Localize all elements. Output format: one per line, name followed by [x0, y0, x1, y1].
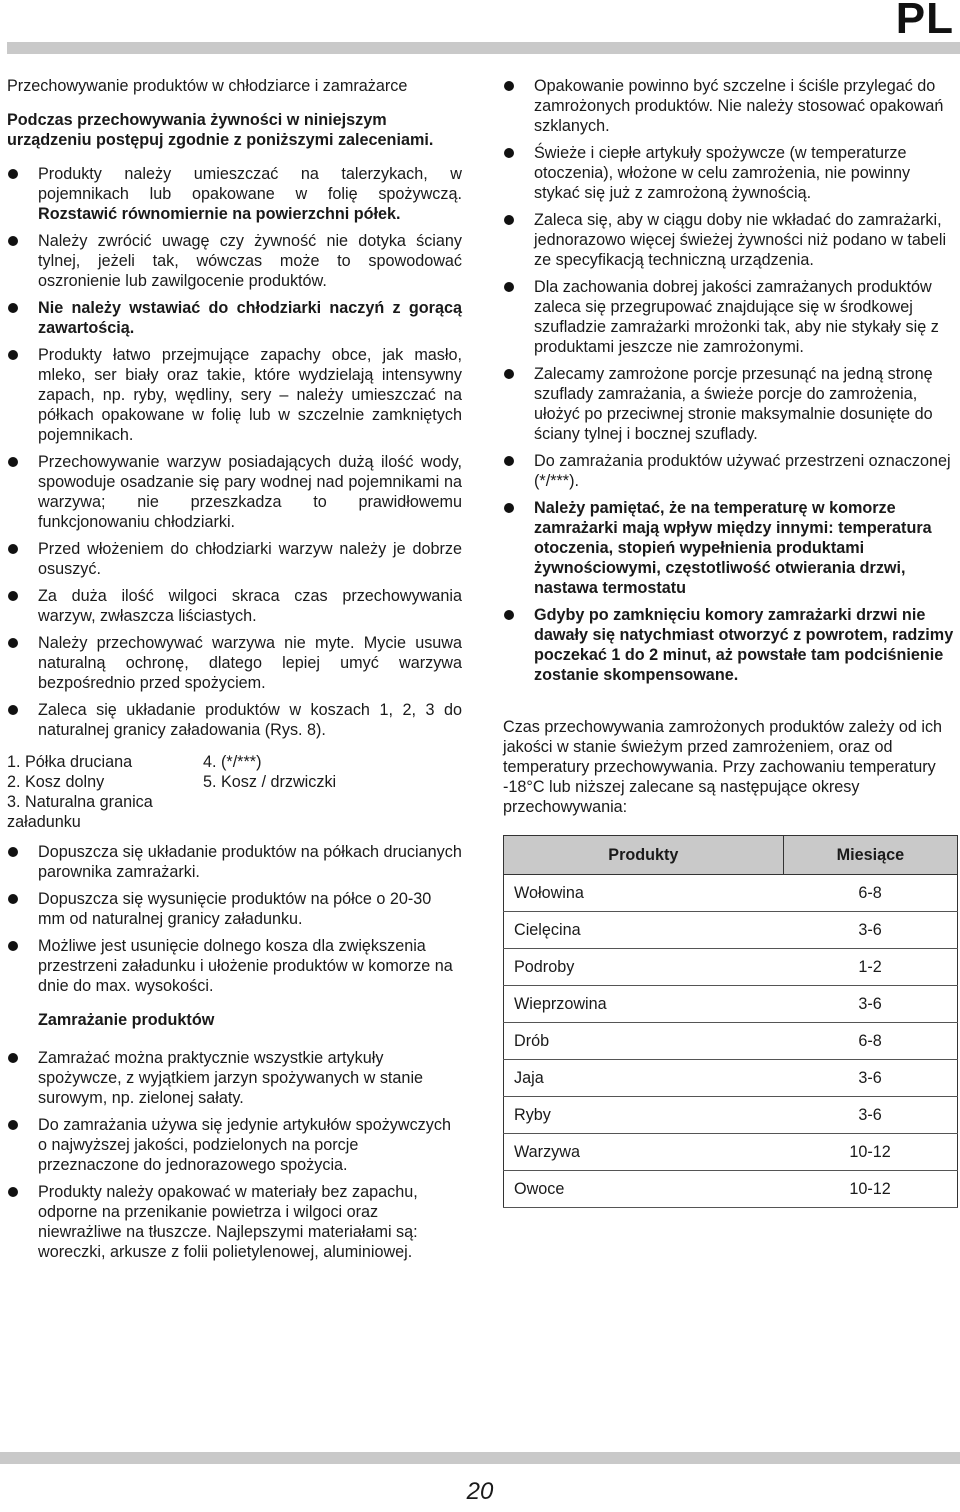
- product-name: Wieprzowina: [504, 986, 784, 1023]
- table-row: [504, 1097, 958, 1134]
- storage-months: 3-6: [783, 1060, 957, 1097]
- list-item: [7, 539, 462, 579]
- table-row: [504, 875, 958, 912]
- list-item: [503, 210, 958, 270]
- list-item: [503, 76, 958, 136]
- list-item-text: Do zamrażania produktów używać przestrzeni oznaczonej (*/***).: [534, 452, 951, 490]
- legend-item: 5. Kosz / drzwiczki: [203, 773, 337, 791]
- left-column: [7, 76, 462, 1269]
- footer-bar: [0, 1452, 960, 1464]
- legend-item: 3. Naturalna granica załadunku: [7, 793, 153, 831]
- list-item-text: Produkty należy umieszczać na talerzykach, w pojemnikach lub opakowane w folię spożywczą.: [38, 165, 462, 203]
- product-name: Wołowina: [504, 875, 784, 912]
- list-item: [503, 451, 958, 491]
- list-item-bold-text: Gdyby po zamknięciu komory zamrażarki drzwi nie dawały się natychmiast otworzyć z powrotem, radzimy poczekać 1 do 2 minut, aż powstałe tam podciśnienie zostanie skompensowane.: [534, 606, 954, 684]
- shelf-tips-list: [7, 842, 462, 996]
- list-item: Produkty należy opakować w materiały bez zapachu, odporne na przenikanie powietrza i wilgoci oraz niewrażliwe na tłuszcze. Najlepszymi materiałami są: woreczki, arkusze z folii polietylenowej, aluminiowej.: [7, 1182, 462, 1262]
- list-item-text: Należy zwrócić uwagę czy żywność nie dotyka ściany tylnej, jeżeli tak, wówczas może to spowodować oszronienie lub zawilgocenie produktów.: [38, 232, 462, 290]
- table-row: [504, 1060, 958, 1097]
- product-name: Owoce: [504, 1171, 784, 1208]
- list-item-text: Produkty łatwo przejmujące zapachy obce, jak masło, mleko, ser biały oraz takie, które wydzielają intensywny zapach, np. ryby, wędliny, sery – należy umieszczać na półkach opakowane w folię lub w szczelnie zamkniętych pojemnikach.: [38, 346, 462, 444]
- list-item: [7, 452, 462, 532]
- product-name: Jaja: [504, 1060, 784, 1097]
- list-item: [7, 345, 462, 445]
- table-row: [504, 912, 958, 949]
- table-header-row: [504, 836, 958, 875]
- legend-item: 1. Półka druciana: [7, 753, 133, 771]
- list-item: Do zamrażania używa się jedynie artykułów spożywczych o najwyższej jakości, podzielonych na porcje przeznaczone do jednorazowego spożycia.: [7, 1115, 462, 1175]
- list-item-text: Dla zachowania dobrej jakości zamrażanych produktów zaleca się przegrupować znajdujące się w środkowej szufladzie zamrażarki mrożonki tak, aby nie stykały się z produktami jeszcze nie zamrożonymi.: [534, 278, 939, 356]
- product-name: Cielęcina: [504, 912, 784, 949]
- storage-months: 6-8: [783, 1023, 957, 1060]
- list-item-text: Zaleca się, aby w ciągu doby nie wkładać do zamrażarki, jednorazowo więcej świeżej żywności niż podano w tabeli ze specyfikacją techniczną urządzenia.: [534, 211, 947, 269]
- table-row: [504, 1134, 958, 1171]
- table-row: [504, 949, 958, 986]
- list-item-bold-text: Nie należy wstawiać do chłodziarki naczyń z gorącą zawartością.: [38, 299, 462, 337]
- header-bar: [7, 42, 960, 54]
- storage-months: 10-12: [783, 1134, 957, 1171]
- list-item: [503, 364, 958, 444]
- table-row: [504, 1023, 958, 1060]
- list-item: Zamrażać można praktycznie wszystkie artykuły spożywcze, z wyjątkiem jarzyn spożywanych w stanie surowym, np. zielonej sałaty.: [7, 1048, 462, 1108]
- storage-table: [503, 835, 958, 1208]
- list-item-text: Zaleca się układanie produktów w koszach 1, 2, 3 do naturalnej granicy załadowania (Rys. 8).: [38, 701, 462, 739]
- storage-months: 3-6: [783, 1097, 957, 1134]
- list-item-text: Przed włożeniem do chłodziarki warzyw należy je dobrze osuszyć.: [38, 540, 462, 578]
- product-name: Warzywa: [504, 1134, 784, 1171]
- list-item: Dopuszcza się wysunięcie produktów na półce o 20-30 mm od naturalnej granicy załadunku.: [7, 889, 462, 929]
- freezing-tips-list: [7, 1048, 462, 1262]
- list-item: [7, 700, 462, 740]
- list-item: [503, 277, 958, 357]
- list-item-text: Świeże i ciepłe artykuły spożywcze (w temperaturze otoczenia), włożone w celu zamrożenia, nie powinny stykać się już z zamrożoną żywnością.: [534, 144, 911, 202]
- list-item: [7, 298, 462, 338]
- intro-text: Podczas przechowywania żywności w niniejszym urządzeniu postępuj zgodnie z poniższymi zaleceniami.: [7, 111, 434, 149]
- list-item: Możliwe jest usunięcie dolnego kosza dla zwiększenia przestrzeni załadunku i ułożenie produktów w komorze na dnie do max. wysokości.: [7, 936, 462, 996]
- storage-time-text: Czas przechowywania zamrożonych produktów zależy od ich jakości w stanie świeżym przed zamrożeniem, oraz od temperatury przechowywania. Przy zachowaniu temperatury -18°C lub niższej zalecane są następujące okresy przechowywania:: [503, 718, 943, 816]
- storage-months: 6-8: [783, 875, 957, 912]
- legend-item: [203, 792, 462, 832]
- list-item-text: Przechowywanie warzyw posiadających dużą ilość wody, spowoduje osadzanie się pary wodnej nad pojemnikami na warzywa; nie przeszkadza to prawidłowemu funkcjonowaniu chłodziarki.: [38, 453, 462, 531]
- list-item: [503, 498, 958, 598]
- list-item: [7, 633, 462, 693]
- legend-item: 4. (*/***): [203, 753, 262, 771]
- header-months: Miesiące: [783, 836, 957, 875]
- list-item: [7, 231, 462, 291]
- product-name: Drób: [504, 1023, 784, 1060]
- table-row: [504, 1171, 958, 1208]
- list-item-bold-text: Rozstawić równomiernie na powierzchni półek.: [38, 205, 401, 223]
- section-title: Przechowywanie produktów w chłodziarce i zamrażarce: [7, 77, 408, 95]
- list-item: [503, 605, 958, 685]
- storage-months: 10-12: [783, 1171, 957, 1208]
- page-number: 20: [466, 1478, 494, 1505]
- language-code: PL: [895, 0, 954, 43]
- list-item: [503, 143, 958, 203]
- list-item: Dopuszcza się układanie produktów na półkach drucianych parownika zamrażarki.: [7, 842, 462, 882]
- figure-legend: [7, 752, 462, 832]
- freezing-section-title: Zamrażanie produktów: [38, 1011, 215, 1029]
- storage-months: 1-2: [783, 949, 957, 986]
- freezing-rules-list: [503, 76, 958, 685]
- storage-months: 3-6: [783, 986, 957, 1023]
- list-item-text: Zalecamy zamrożone porcje przesunąć na jedną stronę szuflady zamrażania, a świeże porcje do zamrożenia, ułożyć po przeciwnej stronie maksymalnie dosunięte do ściany tylnej i bocznej szuflady.: [534, 365, 933, 443]
- list-item: [7, 164, 462, 224]
- product-name: Ryby: [504, 1097, 784, 1134]
- table-row: [504, 986, 958, 1023]
- right-column: [503, 76, 958, 1208]
- product-name: Podroby: [504, 949, 784, 986]
- list-item-bold-text: Należy pamiętać, że na temperaturę w komorze zamrażarki mają wpływ między innymi: temperatura otoczenia, stopień wypełnienia produktami żywnościowymi, częstotliwość otwierania drzwi, nastawa termostatu: [534, 499, 932, 597]
- list-item-text: Należy przechowywać warzywa nie myte. Mycie usuwa naturalną ochronę, dlatego lepiej umyć warzywa bezpośrednio przed spożyciem.: [38, 634, 462, 692]
- header-products: Produkty: [504, 836, 784, 875]
- list-item-text: Za duża ilość wilgoci skraca czas przechowywania warzyw, zwłaszcza liściastych.: [38, 587, 462, 625]
- list-item-text: Opakowanie powinno być szczelne i ściśle przylegać do zamrożonych produktów. Nie należy stosować opakowań szklanych.: [534, 77, 944, 135]
- storage-tips-list: [7, 164, 462, 740]
- storage-months: 3-6: [783, 912, 957, 949]
- list-item: [7, 586, 462, 626]
- legend-item: 2. Kosz dolny: [7, 773, 105, 791]
